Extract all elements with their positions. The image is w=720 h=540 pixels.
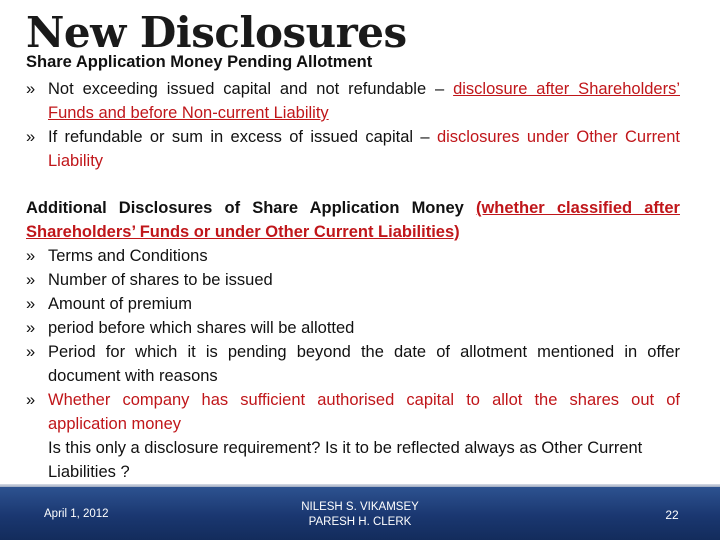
section-heading-text: Additional Disclosures of Share Application Money <box>26 199 476 217</box>
bullet-item <box>26 244 680 268</box>
page-number: 22 <box>665 508 679 522</box>
bullet-text: Not exceeding issued capital and not refundable – <box>48 80 454 98</box>
bullet-text: Period for which it is pending beyond the date of allotment mentioned in offer document with reasons <box>48 343 680 385</box>
bullet-marker: » <box>26 80 36 98</box>
bullet-text: period before which shares will be allotted <box>48 319 355 337</box>
bullet-item <box>26 77 680 125</box>
bullet-item <box>26 292 680 316</box>
footer-author-2: PARESH H. CLERK <box>308 516 412 528</box>
bullet-text: Terms and Conditions <box>48 247 208 265</box>
bullet-text: Amount of premium <box>48 295 192 313</box>
slide-title: New Disclosures <box>26 8 407 57</box>
bullet-marker: » <box>26 391 36 409</box>
bullet-marker: » <box>26 247 36 265</box>
question-text: Is this only a disclosure requirement? Is it to be reflected always as Other Current Liabilities ? <box>48 439 643 481</box>
section-refundable-rules <box>26 77 680 173</box>
bullet-marker: » <box>26 295 36 313</box>
bullet-item <box>26 125 680 173</box>
disclosure-link[interactable]: disclosure after Shareholders’ Funds and before Non-current Liability <box>48 80 680 122</box>
footer-authors <box>280 500 440 530</box>
bullet-text-highlight: Whether company has sufficient authorised capital to allot the shares out of application money <box>48 391 680 433</box>
section-heading-link[interactable]: (whether classified after Shareholders’ Funds or under Other Current Liabilities) <box>26 199 680 241</box>
bullet-item <box>26 268 680 292</box>
bullet-item <box>26 388 680 436</box>
section-additional-disclosures <box>26 196 680 484</box>
bullet-marker: » <box>26 343 36 361</box>
bullet-marker: » <box>26 319 36 337</box>
footer-date: April 1, 2012 <box>44 508 109 520</box>
slide-subtitle: Share Application Money Pending Allotment <box>26 53 373 71</box>
bullet-text-highlight: disclosures under Other Current Liability <box>48 128 680 170</box>
section-heading <box>26 196 680 244</box>
bullet-item <box>26 340 680 388</box>
bullet-marker: » <box>26 271 36 289</box>
footer-author-1: NILESH S. VIKAMSEY <box>301 501 419 513</box>
bullet-marker: » <box>26 128 36 146</box>
bullet-text: Number of shares to be issued <box>48 271 273 289</box>
bullet-text: If refundable or sum in excess of issued capital – <box>48 128 437 146</box>
bullet-item <box>26 316 680 340</box>
